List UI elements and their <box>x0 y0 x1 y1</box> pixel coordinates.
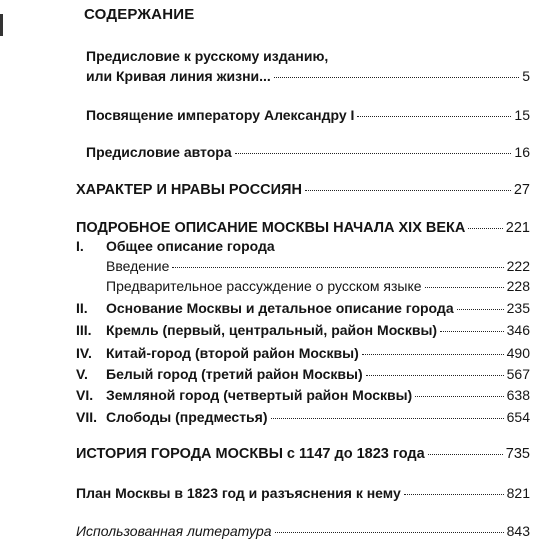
toc-part-number: III. <box>76 322 92 338</box>
toc-page-number: 235 <box>506 300 530 316</box>
toc-entry-dedication <box>86 107 530 124</box>
toc-entry-character <box>76 182 530 199</box>
toc-entry-label: Китай-город (второй район Москвы) <box>106 345 359 361</box>
toc-entry-label: Предисловие автора <box>86 144 232 160</box>
dot-leader <box>415 396 503 397</box>
dot-leader <box>274 77 519 78</box>
toc-entry-part <box>76 300 530 317</box>
toc-entry-part <box>76 322 530 339</box>
toc-entry-label: ПОДРОБНОЕ ОПИСАНИЕ МОСКВЫ НАЧАЛА XIX ВЕКА <box>76 220 466 236</box>
dot-leader <box>468 228 502 229</box>
toc-page-number: 638 <box>506 387 530 403</box>
toc-entry-part <box>76 387 530 404</box>
toc-page-number: 490 <box>506 345 530 361</box>
toc-page-number: 228 <box>506 278 530 294</box>
toc-entry-part <box>76 366 530 383</box>
toc-entry-label: Слободы (предместья) <box>106 409 268 425</box>
toc-entry-label: Посвящение императору Александру I <box>86 107 355 123</box>
toc-entry-label: Белый город (третий район Москвы) <box>106 366 363 382</box>
toc-page-number: 735 <box>505 446 530 462</box>
toc-entry-label: Кремль (первый, центральный, район Москвы) <box>106 322 438 338</box>
toc-part-number: II. <box>76 300 88 316</box>
toc-entry-label: План Москвы в 1823 год и разъяснения к нему <box>76 485 401 501</box>
toc-entry-label: Использованная литература <box>76 523 272 539</box>
dot-leader <box>425 287 504 288</box>
toc-entry-part <box>76 409 530 426</box>
dot-leader <box>357 116 511 117</box>
toc-entry-label: Основание Москвы и детальное описание города <box>106 300 454 316</box>
dot-leader <box>428 454 503 455</box>
dot-leader <box>440 331 504 332</box>
dot-leader <box>275 532 504 533</box>
toc-entry-label: Введение <box>106 258 170 274</box>
toc-part-number: VI. <box>76 387 94 403</box>
toc-page-number: 15 <box>514 107 530 123</box>
toc-entry-part <box>76 345 530 362</box>
toc-page-number: 821 <box>506 485 530 501</box>
dot-leader <box>271 418 504 419</box>
toc-title: СОДЕРЖАНИЕ <box>84 6 195 23</box>
toc-entry-plan <box>76 485 530 502</box>
toc-entry-label: Предварительное рассуждение о русском языке <box>106 278 422 294</box>
dot-leader <box>362 354 504 355</box>
toc-entry-label: или Кривая линия жизни... <box>86 68 271 84</box>
toc-page-number: 222 <box>506 258 530 274</box>
toc-page-number: 16 <box>514 144 530 160</box>
dot-leader <box>305 190 511 191</box>
toc-entry-author-preface <box>86 144 530 161</box>
toc-entry-literature <box>76 523 530 540</box>
toc-entry-label: ХАРАКТЕР И НРАВЫ РОССИЯН <box>76 182 302 198</box>
toc-page-number: 5 <box>522 68 530 84</box>
toc-entry-label: ИСТОРИЯ ГОРОДА МОСКВЫ с 1147 до 1823 года <box>76 446 425 462</box>
toc-entry-part-1 <box>76 238 275 255</box>
toc-part-number: IV. <box>76 345 92 361</box>
toc-entry-moscow <box>76 220 530 237</box>
toc-page-number: 567 <box>506 366 530 382</box>
toc-entry-intro <box>106 258 530 275</box>
toc-page-number: 27 <box>513 182 530 198</box>
dot-leader <box>172 267 503 268</box>
toc-entry-label: Земляной город (четвертый район Москвы) <box>106 387 413 403</box>
toc-page-number: 843 <box>506 523 530 539</box>
dot-leader <box>366 375 504 376</box>
toc-part-number: I. <box>76 238 84 254</box>
toc-page-number: 654 <box>506 409 530 425</box>
toc-page-number: 346 <box>506 322 530 338</box>
toc-entry-preface-ru <box>86 68 530 85</box>
toc-entry-history <box>76 446 530 463</box>
toc-entry-label: Общее описание города <box>106 238 275 254</box>
toc-part-number: V. <box>76 366 88 382</box>
toc-page-number: 221 <box>505 220 530 236</box>
dot-leader <box>235 153 512 154</box>
dot-leader <box>457 309 504 310</box>
page-edge-mark <box>0 14 3 36</box>
toc-entry-prelim <box>106 278 530 295</box>
toc-part-number: VII. <box>76 409 98 425</box>
toc-entry-preface-ru-line1: Предисловие к русскому изданию, <box>86 48 329 64</box>
dot-leader <box>404 494 504 495</box>
